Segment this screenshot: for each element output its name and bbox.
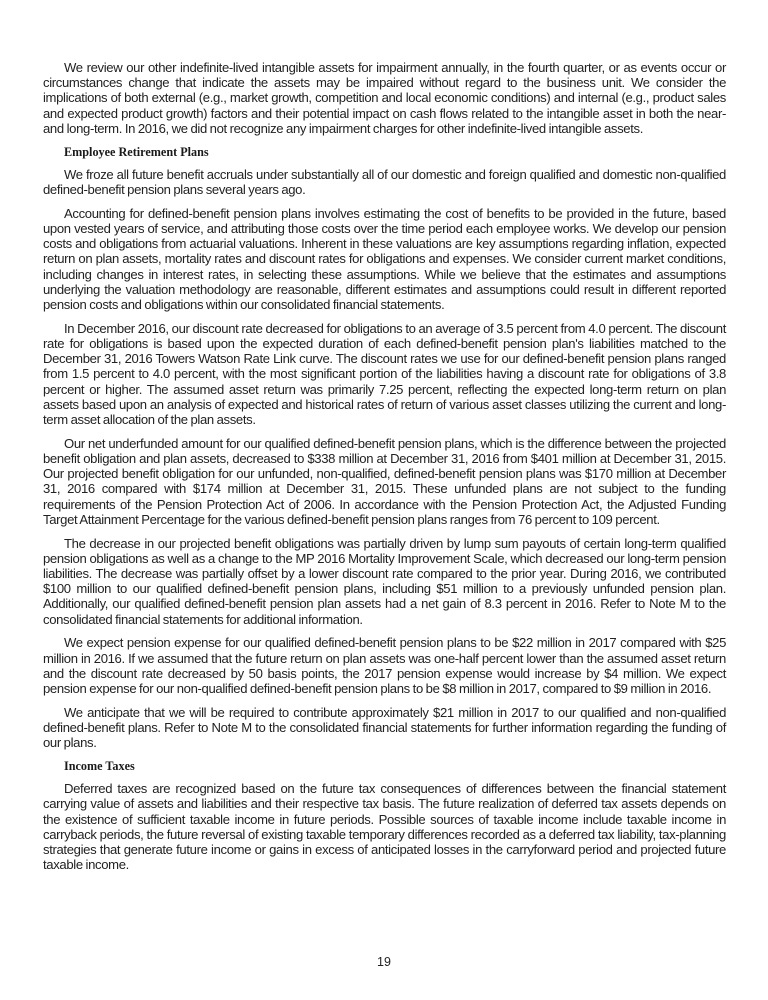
section-heading: Income Taxes (64, 759, 135, 774)
paragraph: Our net underfunded amount for our qualified defined-benefit pension plans, which is the difference between the projected benefit obligation and plan assets, decreased to $338 million at December 31, 2016 from $401 million at December 31, 2015. Our projected benefit obligation for our unfunded, non-qualified, defined-benefit pension plans was $170 million at December 31, 2016 compared with $174 million at December 31, 2015. These unfunded plans are not subject to the funding requirements of the Pension Protection Act of 2006. In accordance with the Pension Protection Act, the Adjusted Funding Target Attainment Percentage for the various defined-benefit pension plans ranges from 76 percent to 109 percent. (43, 435, 726, 527)
paragraph: In December 2016, our discount rate decreased for obligations to an average of 3.5 percent from 4.0 percent. The discount rate for obligations is based upon the expected duration of each defined-benefit pension plan's liabilities matched to the December 31, 2016 Towers Watson Rate Link curve. The discount rates we use for our defined-benefit pension plans ranged from 1.5 percent to 4.0 percent, with the most significant portion of the liabilities having a discount rate for obligations of 3.8 percent or higher. The assumed asset return was primarily 7.25 percent, reflecting the expected long-term return on plan assets based upon an analysis of expected and historical rates of return of various asset classes utilizing the current and long-term asset allocation of the plan assets. (43, 320, 726, 428)
section-heading: Employee Retirement Plans (64, 144, 209, 159)
paragraph: Deferred taxes are recognized based on the future tax consequences of differences between the financial statement carrying value of assets and liabilities and their respective tax basis. The future realization of deferred tax assets depends on the existence of sufficient taxable income in future periods. Possible sources of taxable income include taxable income in carryback periods, the future reversal of existing taxable temporary differences recorded as a deferred tax liability, tax-planning strategies that generate future income or gains in excess of anticipated losses in the carryforward period and projected future taxable income. (43, 781, 726, 873)
section-income-taxes (43, 759, 726, 872)
paragraph: The decrease in our projected benefit obligations was partially driven by lump sum payouts of certain long-term qualified pension obligations as well as a change to the MP 2016 Mortality Improvement Scale, which decreased our long-term pension liabilities. The decrease was partially offset by a lower discount rate compared to the prior year. During 2016, we contributed $100 million to our qualified defined-benefit pension plans, including $51 million to a previously unfunded pension plan. Additionally, our qualified defined-benefit pension plan assets had a net gain of 8.3 percent in 2016. Refer to Note M to the consolidated financial statements for additional information. (43, 535, 726, 627)
paragraph: We review our other indefinite-lived intangible assets for impairment annually, in the fourth quarter, or as events occur or circumstances change that indicate the assets may be impaired without regard to the business unit. We consider the implications of both external (e.g., market growth, competition and local economic conditions) and internal (e.g., product sales and expected product growth) factors and their potential impact on cash flows related to the intangible asset in both the near- and long-term. In 2016, we did not recognize any impairment charges for other indefinite-lived intangible assets. (43, 60, 726, 136)
document-page (43, 60, 726, 881)
paragraph: We expect pension expense for our qualified defined-benefit pension plans to be $22 million in 2017 compared with $25 million in 2016. If we assumed that the future return on plan assets was one-half percent lower than the assumed asset return and the discount rate decreased by 50 basis points, the 2017 pension expense would increase by $4 million. We expect pension expense for our non-qualified defined-benefit pension plans to be $8 million in 2017, compared to $9 million in 2016. (43, 635, 726, 697)
page-number: 19 (377, 955, 391, 969)
section-intangible-assets (43, 60, 726, 136)
paragraph: Accounting for defined-benefit pension plans involves estimating the cost of benefits to be provided in the future, based upon vested years of service, and attributing those costs over the time period each employee works. We develop our pension costs and obligations from actuarial valuations. Inherent in these valuations are key assumptions regarding inflation, expected return on plan assets, mortality rates and discount rates for obligations and expenses. We consider current market conditions, including changes in interest rates, in selecting these assumptions. While we believe that the estimates and assumptions underlying the valuation methodology are reasonable, different estimates and assumptions could result in different reported pension costs and obligations within our consolidated financial statements. (43, 205, 726, 313)
paragraph: We froze all future benefit accruals under substantially all of our domestic and foreign qualified and domestic non-qualified defined-benefit pension plans several years ago. (43, 166, 726, 198)
section-employee-retirement-plans (43, 145, 726, 751)
paragraph: We anticipate that we will be required to contribute approximately $21 million in 2017 to our qualified and non-qualified defined-benefit plans. Refer to Note M to the consolidated financial statements for further information regarding the funding of our plans. (43, 704, 726, 751)
